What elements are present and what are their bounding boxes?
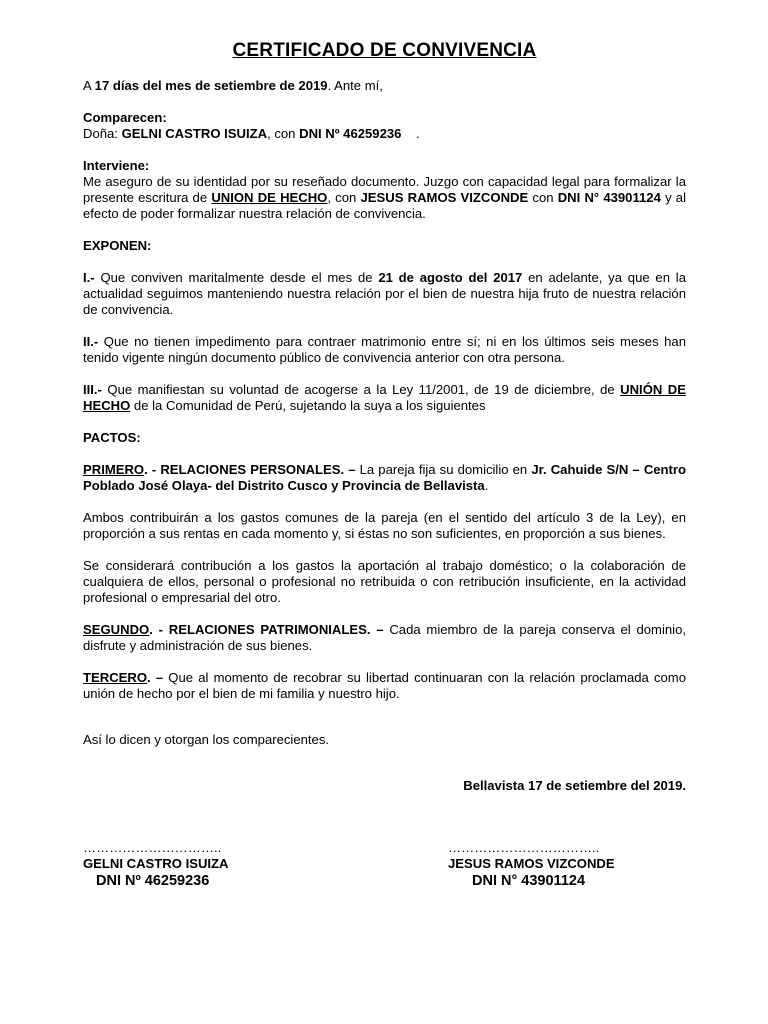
signature-line: ……………………………..: [448, 840, 600, 855]
document-title: CERTIFICADO DE CONVIVENCIA: [232, 40, 537, 61]
exponen-heading: EXPONEN:: [83, 238, 152, 253]
exponen-item-3: III.- Que manifiestan su voluntad de acogerse a la Ley 11/2001, de 19 de diciembre, de UNIÓN DE HECHO de la Comunidad de Perú, sujetando la suya a los siguientes: [83, 382, 686, 413]
intro-paragraph: A 17 días del mes de setiembre de 2019. Ante mí,: [83, 78, 383, 93]
closing-statement: Así lo dicen y otorgan los comparecientes.: [83, 732, 330, 747]
pactos-heading: PACTOS:: [83, 430, 141, 445]
intro-date: 17 días del mes de setiembre de 2019: [94, 78, 328, 93]
comparecen-heading: Comparecen:: [83, 110, 167, 125]
signatory-name: JESUS RAMOS VIZCONDE: [448, 856, 615, 871]
signatory-dni: DNI Nº 46259236: [96, 873, 210, 889]
pacto-contribucion-paragraph: Se considerará contribución a los gastos la aportación al trabajo doméstico; o la colaboración de cualquiera de ellos, personal o profesional no retribuida o con retribución insuficiente, en la actividad profesional o empresarial del otro.: [83, 558, 686, 605]
pacto-primero: PRIMERO. - RELACIONES PERSONALES. – La pareja fija su domicilio en Jr. Cahuide S/N – Centro Poblado José Olaya- del Distrito Cusco y Provincia de Bellavista.: [83, 462, 687, 493]
domicilio-address: Jr. Cahuide S/N – Centro Poblado José Olaya- del Distrito Cusco y Provincia de Bellavista: [83, 462, 687, 493]
exponen-item-1: I.- Que conviven maritalmente desde el mes de 21 de agosto del 2017 en adelante, ya que en la actualidad seguimos manteniendo nuestra relación por el bien de nuestra hija fruto de nuestra relación de convivencia.: [83, 270, 686, 317]
partner-name: JESUS RAMOS VIZCONDE: [360, 190, 529, 205]
exponen-item-2: II.- Que no tienen impedimento para contraer matrimonio entre sí; ni en los últimos seis meses han tenido vigente ningún documento público de convivencia anterior con otra persona.: [83, 334, 686, 365]
signatory-name: GELNI CASTRO ISUIZA: [83, 856, 229, 871]
union-de-hecho-term: UNION DE HECHO: [211, 190, 328, 205]
pacto-tercero: TERCERO. – Que al momento de recobrar su libertad continuaran con la relación proclamada como unión de hecho por el bien de mi familia y nuestro hijo.: [83, 670, 686, 701]
pacto-segundo: SEGUNDO. - RELACIONES PATRIMONIALES. – Cada miembro de la pareja conserva el dominio, disfrute y administración de sus bienes.: [83, 622, 686, 653]
comparecen-paragraph: Doña: GELNI CASTRO ISUIZA, con DNI Nº 46259236 .: [83, 126, 420, 141]
signature-right: [448, 840, 615, 890]
partner-dni: DNI N° 43901124: [557, 190, 661, 205]
interviene-heading: Interviene:: [83, 158, 150, 173]
interviene-paragraph: Me aseguro de su identidad por su reseñado documento. Juzgo con capacidad legal para formalizar la presente escritura de UNION DE HECHO, con JESUS RAMOS VIZCONDE con DNI N° 43901124 y al efecto de poder formalizar nuestra relación de convivencia.: [83, 174, 686, 221]
signature-line: …………………………..: [83, 840, 222, 855]
place-date: Bellavista 17 de setiembre del 2019.: [463, 778, 686, 793]
compareciente-dni: DNI Nº 46259236: [299, 126, 402, 141]
pacto-ambos-paragraph: Ambos contribuirán a los gastos comunes de la pareja (en el sentido del artículo 3 de la Ley), en proporción a sus rentas en cada momento y, si éstas no son suficientes, en proporción a sus bienes.: [83, 510, 686, 541]
compareciente-name: GELNI CASTRO ISUIZA: [121, 126, 268, 141]
signatory-dni: DNI N° 43901124: [472, 873, 586, 889]
signature-block: [83, 0, 686, 1024]
signature-left: [83, 840, 229, 890]
